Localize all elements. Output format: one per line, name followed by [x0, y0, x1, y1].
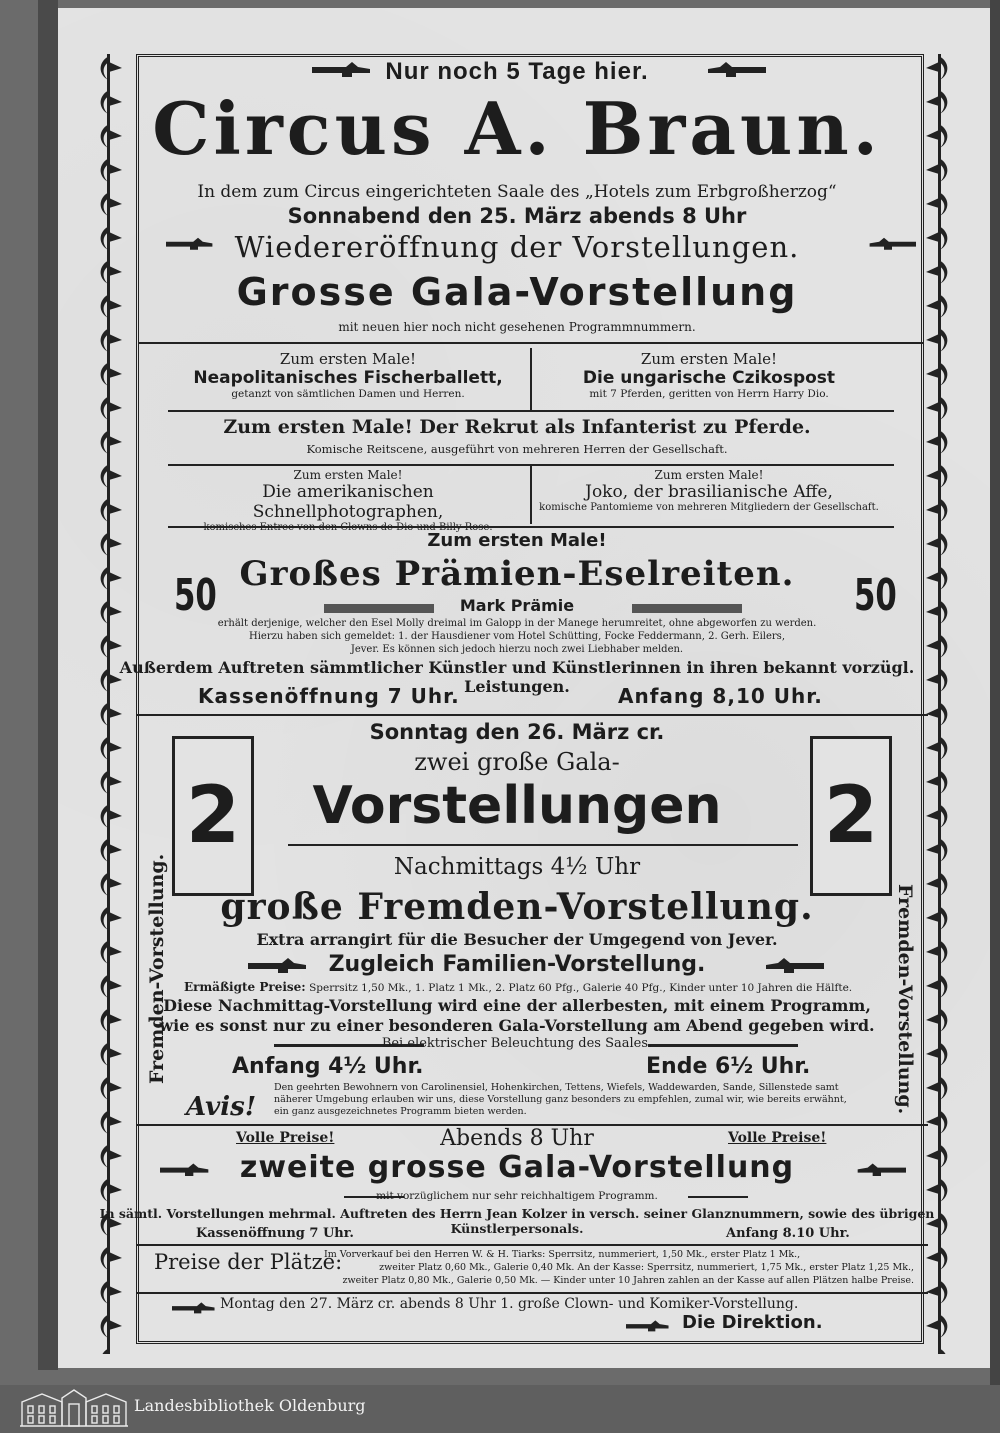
- kasse-time: Kassenöffnung 7 Uhr.: [198, 684, 460, 708]
- sunday-line-a: Diese Nachmittag-Vorstellung wird eine der allerbesten, mit einem Programm,: [163, 996, 871, 1015]
- prices-block-2: [154, 1261, 914, 1287]
- electric-light-line: Bei elektrischer Beleuchtung des Saales.: [381, 1036, 653, 1051]
- prize-amount-right: 50: [854, 570, 897, 621]
- library-name: Landesbibliothek Oldenburg: [134, 1396, 366, 1415]
- esel-line-1: erhält derjenige, welcher den Esel Molly dreimal im Galopp in der Manege herumreitet, ohne abgeworfen zu werden.: [217, 618, 817, 629]
- act-title: Neapolitanisches Fischerballett,: [193, 368, 503, 388]
- divider-rule: [530, 466, 532, 524]
- prices-block: [324, 1248, 914, 1261]
- esel-title: Großes Prämien-Eselreiten.: [239, 554, 795, 594]
- page-right-edge: [990, 0, 1000, 1385]
- act-title: Die ungarische Czikospost: [582, 368, 836, 388]
- esel-line-3: Jever. Es können sich jedoch hierzu noch zwei Liebhaber melden.: [350, 644, 684, 655]
- big-number-right: 2: [810, 736, 892, 896]
- sunday-anfang: Anfang 4½ Uhr.: [232, 1054, 424, 1079]
- pointing-hand-right-icon: [172, 1300, 216, 1318]
- anfang-time: Anfang 8,10 Uhr.: [618, 684, 823, 708]
- avis-line: Den geehrten Bewohnern von Carolinensiel, Hohenkirchen, Tettens, Wiefels, Waddewarden, Sande, Sillenstede samt: [274, 1082, 839, 1093]
- evening-kasse: Kassenöffnung 7 Uhr.: [196, 1226, 354, 1241]
- sunday-date: Sonntag den 26. März cr.: [369, 720, 665, 744]
- act-subtitle: mit 7 Pferden, geritten von Herrn Harry Dio.: [589, 388, 829, 400]
- prices-line: zweiter Platz 0,80 Mk., Galerie 0,50 Mk. — Kinder unter 10 Jahren zahlen an der Kasse auf allen Plätzen halbe Preise.: [342, 1275, 914, 1286]
- evening-gala-title: zweite grosse Gala-Vorstellung: [239, 1150, 795, 1185]
- divider-rule: [168, 410, 894, 412]
- sunday-line-b: wie es sonst nur zu einer besonderen Gala-Vorstellung am Abend gegeben wird.: [159, 1016, 875, 1035]
- prices-label: Preise der Plätze:: [154, 1250, 343, 1274]
- act-pre-label: Zum ersten Male!: [293, 468, 403, 482]
- act-pre-label: Zum ersten Male!: [279, 350, 417, 368]
- page-gutter-shadow: [38, 0, 58, 1370]
- prices-line: Im Vorverkauf bei den Herren W. & H. Tiarks: Sperrsitz, nummeriert, 1,50 Mk., erster Platz 1 Mk.,: [324, 1249, 801, 1260]
- evening-subline: mit vorzüglichem nur sehr reichhaltigem Programm.: [376, 1190, 658, 1202]
- esel-line-4: Außerdem Auftreten sämmtlicher Künstler und Künstlerinnen in ihren bekannt vorzügl. Leistungen.: [119, 658, 915, 696]
- act-schnellphotographen: [168, 468, 528, 533]
- avis-text: [274, 1082, 914, 1118]
- prize-amount-left: 50: [174, 570, 217, 621]
- evening-kolzer-line: In sämtl. Vorstellungen mehrmal. Auftreten des Herrn Jean Kolzer in versch. seiner Glanznummern, sowie des übrigen Künstlerpersonals.: [99, 1206, 935, 1236]
- esel-line-2: Hierzu haben sich gemeldet: 1. der Hausdiener vom Hotel Schütting, Focke Feddermann, 2. Gerh. Eilers,: [248, 631, 785, 642]
- avis-line: näherer Umgebung erlauben wir uns, diese Vorstellung ganz besonders zu empfehlen, zumal wir, wie bereits erwähnt,: [274, 1094, 847, 1105]
- act-subtitle: komische Pantomieme von mehreren Mitgliedern der Gesellschaft.: [539, 502, 879, 513]
- act-title: Die amerikanischen Schnellphotographen,: [252, 482, 444, 522]
- act-pre-label: Zum ersten Male!: [640, 350, 778, 368]
- divider-rule: [168, 526, 894, 528]
- act-joko: [534, 468, 884, 513]
- venue-line: In dem zum Circus eingerichteten Saale des „Hotels zum Erbgroßherzog“: [197, 182, 837, 202]
- vorstellungen-headline: Vorstellungen: [312, 776, 722, 836]
- full-prices-right: Volle Preise!: [728, 1130, 827, 1146]
- abends-time: Abends 8 Uhr: [440, 1126, 594, 1151]
- evening-anfang: Anfang 8.10 Uhr.: [726, 1226, 850, 1241]
- act-subtitle: getanzt von sämtlichen Damen und Herren.: [231, 388, 465, 400]
- act-rekrut-subtitle: Komische Reitscene, ausgeführt von mehreren Herren der Gesellschaft.: [306, 442, 728, 456]
- two-gala-line: zwei große Gala-: [414, 748, 620, 776]
- pointing-hand-right-icon: [626, 1318, 670, 1336]
- library-building-icon: [18, 1388, 130, 1428]
- big-number-left: 2: [172, 736, 254, 896]
- avis-line: ein ganz ausgezeichnetes Programm bieten werden.: [274, 1106, 527, 1117]
- divider-rule: [530, 348, 532, 410]
- act-pre-label: Zum ersten Male!: [654, 468, 764, 482]
- direktion-signature: Die Direktion.: [682, 1312, 823, 1333]
- divider-rule: [288, 844, 798, 846]
- reopening-line: Wiedereröffnung der Vorstellungen.: [234, 230, 800, 264]
- divider-rule: [136, 1244, 928, 1246]
- act-rekrut-title: Zum ersten Male! Der Rekrut als Infanterist zu Pferde.: [223, 416, 811, 438]
- gala-headline: Grosse Gala-Vorstellung: [236, 270, 798, 314]
- side-label-right: Fremden-Vorstellung.: [894, 884, 916, 1115]
- circus-advertisement: [88, 44, 946, 1356]
- monday-line: Montag den 27. März cr. abends 8 Uhr 1. große Clown- und Komiker-Vorstellung.: [220, 1296, 799, 1312]
- familien-vorstellung: Zugleich Familien-Vorstellung.: [328, 952, 706, 977]
- reduced-prices-label: Ermäßigte Preise:: [184, 980, 306, 994]
- only-days-notice: Nur noch 5 Tage hier.: [385, 58, 649, 85]
- extra-line: Extra arrangirt für die Besucher der Umgegend von Jever.: [256, 930, 778, 949]
- act-fischerballett: [168, 350, 528, 400]
- circus-title: Circus A. Braun.: [152, 86, 882, 171]
- divider-rule: [138, 342, 924, 344]
- divider-rule: [136, 1292, 928, 1294]
- reduced-prices-line: [184, 980, 884, 994]
- date-line: Sonnabend den 25. März abends 8 Uhr: [287, 204, 747, 228]
- esel-pre-label: Zum ersten Male!: [427, 530, 607, 551]
- full-prices-left: Volle Preise!: [236, 1130, 335, 1146]
- mark-praemie: Mark Prämie: [459, 596, 575, 615]
- fremden-vorstellung-title: große Fremden-Vorstellung.: [220, 886, 814, 928]
- act-czikospost: [534, 350, 884, 400]
- act-title: Joko, der brasilianische Affe,: [585, 482, 833, 502]
- sunday-ende: Ende 6½ Uhr.: [646, 1054, 811, 1079]
- reduced-prices-text: Sperrsitz 1,50 Mk., 1. Platz 1 Mk., 2. Platz 60 Pfg., Galerie 40 Pfg., Kinder unter 10 Jahren die Hälfte.: [309, 982, 853, 994]
- gala-subline: mit neuen hier noch nicht gesehenen Programmnummern.: [338, 320, 696, 334]
- avis-label: Avis!: [186, 1092, 257, 1122]
- prices-line: zweiter Platz 0,60 Mk., Galerie 0,40 Mk. An der Kasse: Sperrsitz, nummeriert, 1,75 Mk., erster Platz 1,25 Mk.,: [379, 1262, 914, 1273]
- divider-rule: [136, 714, 928, 716]
- side-label-left: Fremden-Vorstellung.: [146, 853, 168, 1084]
- nachmittags-time: Nachmittags 4½ Uhr: [393, 854, 641, 880]
